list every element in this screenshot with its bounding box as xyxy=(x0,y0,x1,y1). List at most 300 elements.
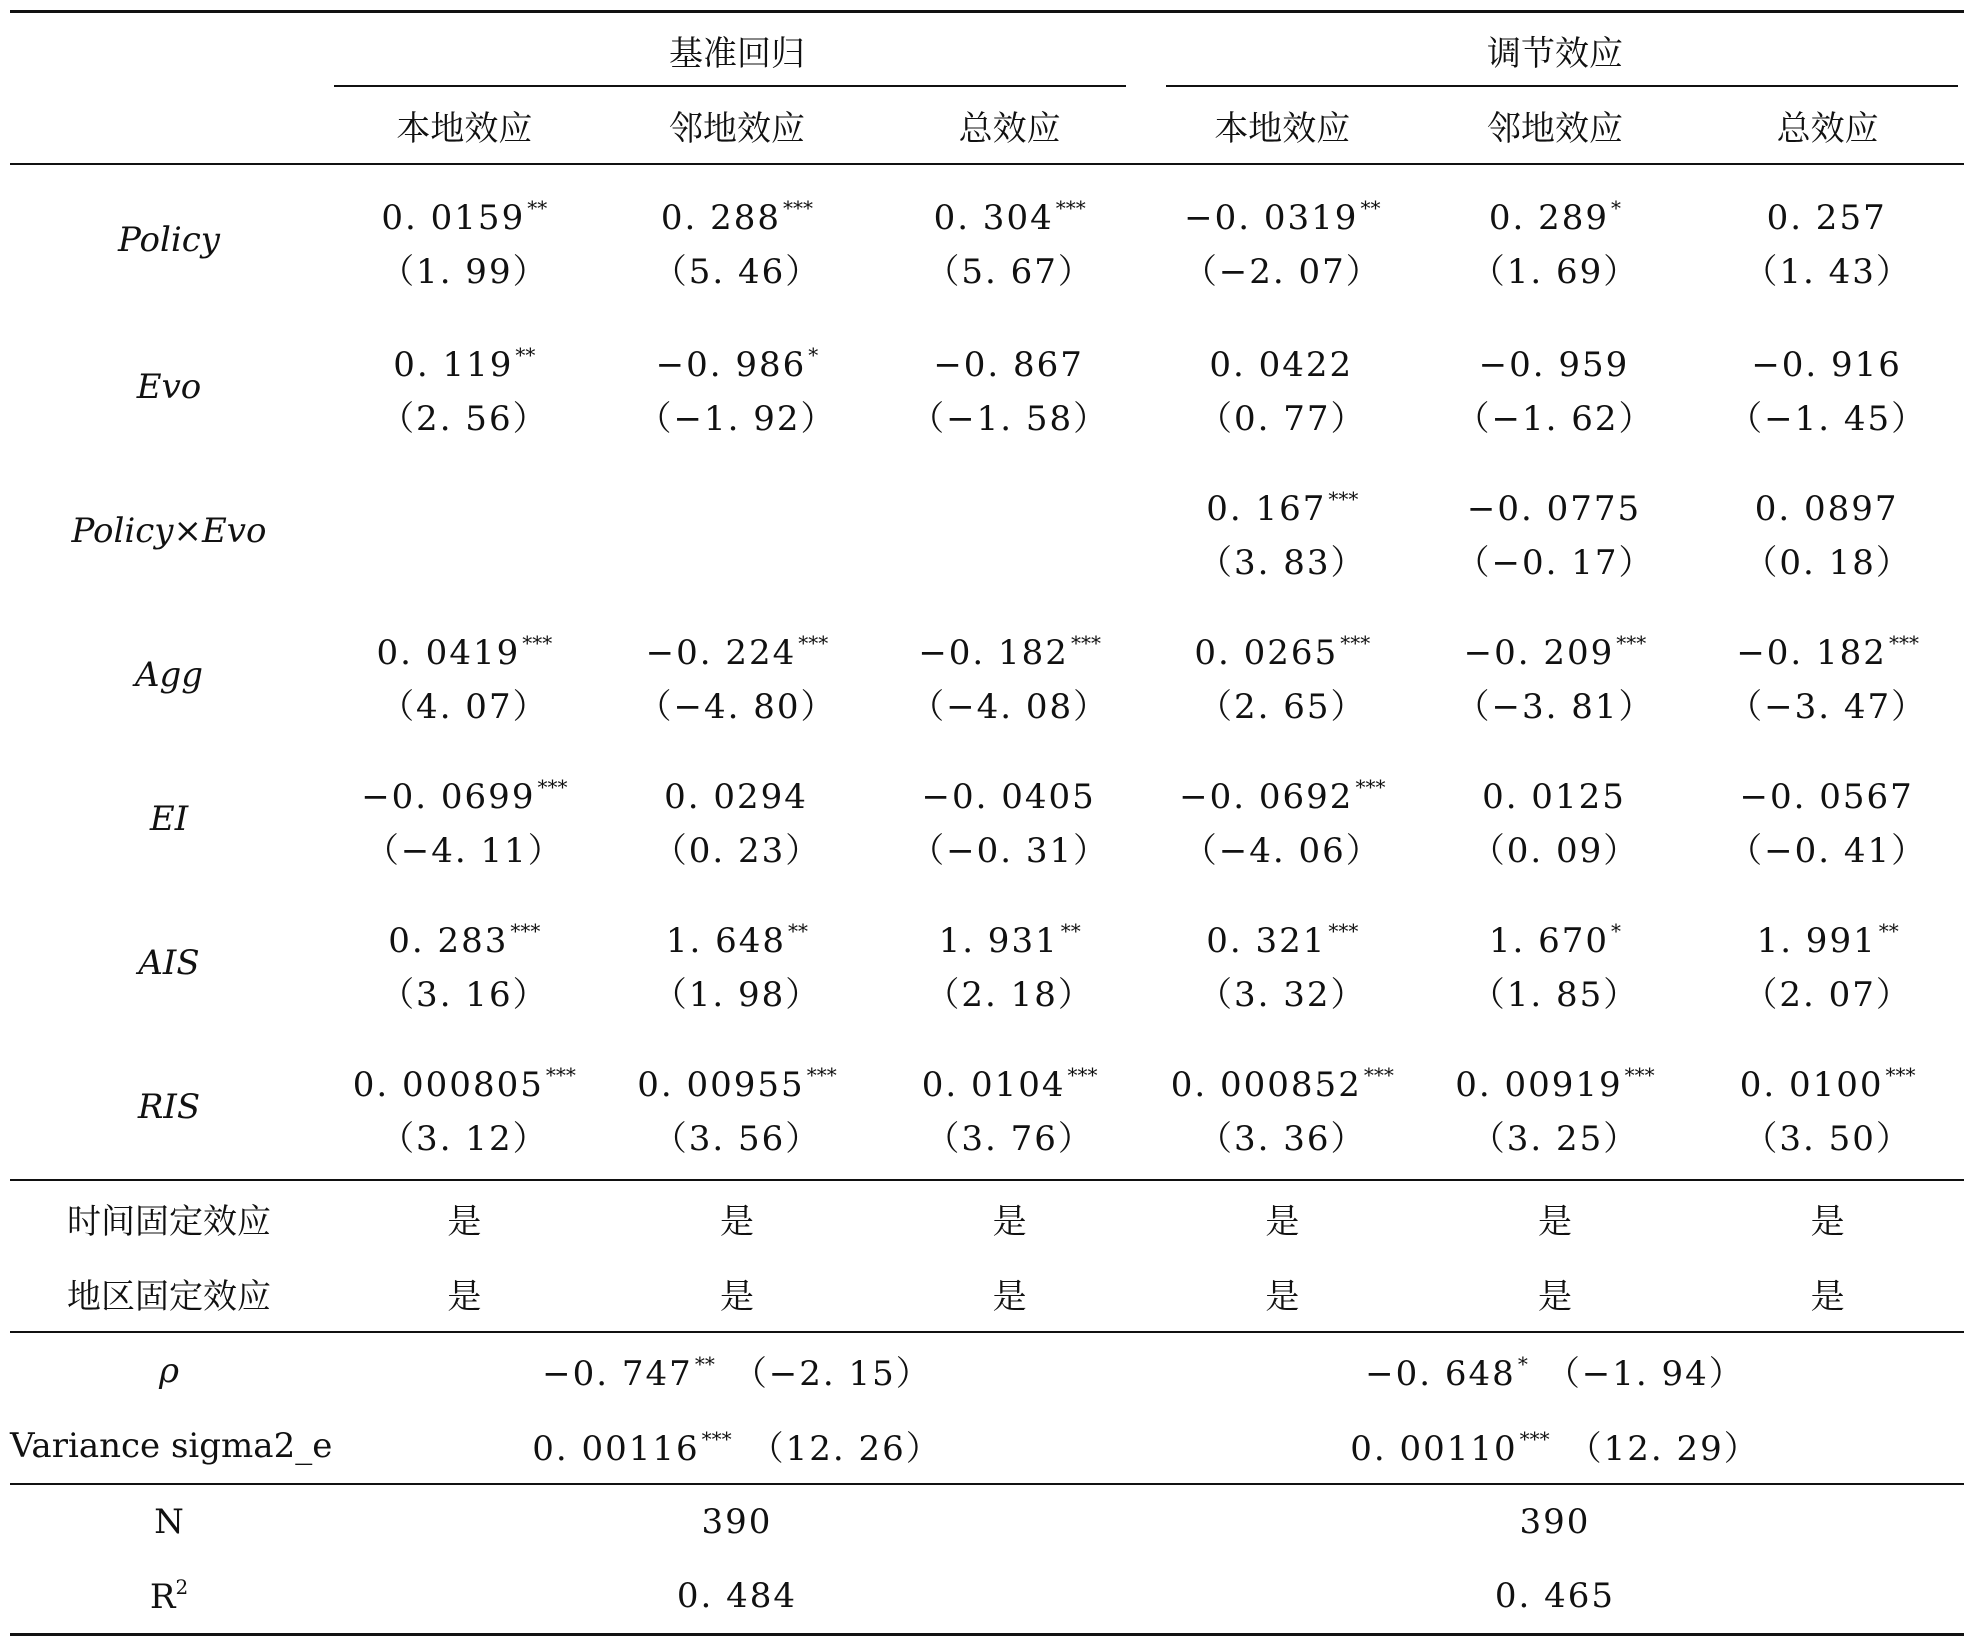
coef-cell xyxy=(1146,315,1419,459)
t-statistic: （3. 32） xyxy=(1198,975,1367,1015)
coef-cell xyxy=(1691,164,1964,315)
coefficient-line xyxy=(1183,181,1382,245)
t-statistic: （2. 65） xyxy=(1198,687,1367,727)
estimate xyxy=(1471,181,1640,299)
significance-stars: *** xyxy=(798,631,829,655)
spatial-stat-row xyxy=(10,1332,1964,1408)
coef-cell xyxy=(601,164,874,315)
coefficient-line xyxy=(1728,616,1927,680)
variable-label: Policy xyxy=(10,164,328,315)
coefficient-value: 0. 288 xyxy=(660,198,782,238)
t-statistic: （3. 16） xyxy=(380,975,549,1015)
significance-stars: ** xyxy=(1360,196,1381,220)
sub-header-cell: 邻地效应 xyxy=(1486,108,1623,149)
coefficient-value: 0. 283 xyxy=(388,921,509,961)
coef-cell xyxy=(328,315,601,459)
regression-table xyxy=(10,10,1964,1636)
estimate xyxy=(1455,328,1654,446)
coefficient-line xyxy=(637,328,836,392)
coefficient-value: −0. 209 xyxy=(1463,633,1615,673)
variable-label: Agg xyxy=(134,655,204,695)
coefficient-value: 0. 00116 xyxy=(532,1429,700,1469)
estimate xyxy=(361,760,567,878)
coefficient-value: −0. 224 xyxy=(645,633,797,673)
coefficient-value: −0. 0567 xyxy=(1739,777,1914,817)
coefficient-line xyxy=(1471,904,1640,968)
stat-moderation xyxy=(1146,1408,1964,1484)
variable-label: Evo xyxy=(136,367,202,407)
t-statistic: （−0. 41） xyxy=(1728,831,1928,871)
estimate xyxy=(637,328,836,446)
significance-stars: * xyxy=(1517,1352,1528,1376)
coef-cell xyxy=(1419,1035,1692,1180)
observations-baseline: 390 xyxy=(328,1484,1146,1559)
coef-cell xyxy=(328,459,601,603)
coefficient-value: 0. 00919 xyxy=(1455,1065,1623,1105)
coefficient-value: 0. 257 xyxy=(1766,198,1887,238)
estimate xyxy=(653,760,822,878)
variable-row xyxy=(10,459,1964,603)
coefficient-value: −0. 986 xyxy=(655,345,807,385)
coefficient-value: −0. 916 xyxy=(1751,345,1902,385)
t-statistic: （−2. 15） xyxy=(732,1354,932,1394)
estimate xyxy=(1455,472,1654,590)
coefficient-line xyxy=(1198,328,1367,392)
coefficient-line xyxy=(1009,499,1011,563)
coefficient-value: −0. 959 xyxy=(1478,345,1630,385)
estimate xyxy=(653,904,822,1022)
t-statistic: （3. 25） xyxy=(1470,1119,1640,1159)
observations-row xyxy=(10,1484,1964,1559)
significance-stars: *** xyxy=(545,1063,576,1087)
coefficient-line xyxy=(353,1048,576,1112)
variable-row xyxy=(10,603,1964,747)
coef-cell xyxy=(1146,891,1419,1035)
coefficient-value: −0. 182 xyxy=(1736,633,1887,673)
coefficient-line xyxy=(1743,472,1912,536)
r-squared-label xyxy=(10,1559,328,1635)
coef-cell xyxy=(1419,459,1692,603)
coef-cell xyxy=(328,747,601,891)
coef-cell xyxy=(601,1035,874,1180)
fixed-effect-row xyxy=(10,1180,1964,1256)
coefficient-value: 0. 000805 xyxy=(352,1065,544,1105)
coefficient-line xyxy=(376,616,552,680)
coef-cell xyxy=(601,891,874,1035)
estimate xyxy=(1455,1048,1654,1166)
coef-cell xyxy=(328,164,601,315)
estimate xyxy=(353,1048,576,1166)
estimate xyxy=(910,328,1109,446)
significance-stars: *** xyxy=(510,919,541,943)
stat-moderation xyxy=(1146,1332,1964,1408)
coefficient-value: 0. 289 xyxy=(1488,198,1610,238)
stat-label: ρ xyxy=(10,1332,328,1408)
coefficient-value: 0. 321 xyxy=(1206,921,1327,961)
estimate xyxy=(380,181,549,299)
coefficient-line xyxy=(1198,472,1367,536)
t-statistic: （0. 77） xyxy=(1198,399,1367,439)
coef-cell xyxy=(1146,164,1419,315)
coefficient-value: 0. 0100 xyxy=(1739,1065,1884,1105)
stat-estimate xyxy=(532,1429,942,1469)
estimate xyxy=(910,616,1109,734)
significance-stars: ** xyxy=(1060,919,1081,943)
stat-estimate xyxy=(1350,1429,1760,1469)
coefficient-value: −0. 0699 xyxy=(361,777,536,817)
coef-cell xyxy=(873,603,1146,747)
coefficient-line xyxy=(1194,616,1370,680)
stat-estimate xyxy=(542,1354,932,1394)
variable-row xyxy=(10,891,1964,1035)
coef-cell xyxy=(1419,891,1692,1035)
coefficient-value: −0. 648 xyxy=(1365,1354,1516,1394)
coefficient-value: 0. 0265 xyxy=(1194,633,1339,673)
coefficient-value: 0. 0159 xyxy=(381,198,526,238)
stat-estimate xyxy=(1365,1354,1745,1394)
significance-stars: *** xyxy=(1885,1063,1916,1087)
t-statistic: （12. 29） xyxy=(1567,1429,1760,1469)
group-header-moderation xyxy=(1146,12,1964,88)
coefficient-value: 1. 931 xyxy=(938,921,1059,961)
coefficient-line xyxy=(1198,904,1367,968)
coefficient-line xyxy=(910,616,1109,680)
coef-cell xyxy=(328,891,601,1035)
coef-cell xyxy=(1691,603,1964,747)
t-statistic: （1. 98） xyxy=(652,975,822,1015)
t-statistic: （0. 09） xyxy=(1470,831,1640,871)
estimate xyxy=(1471,904,1640,1022)
significance-stars: *** xyxy=(1616,631,1647,655)
coefficient-value: 0. 167 xyxy=(1206,489,1327,529)
t-statistic: （3. 36） xyxy=(1198,1119,1367,1159)
coefficient-line xyxy=(653,181,822,245)
t-statistic: （−2. 07） xyxy=(1182,252,1382,292)
coefficient-line xyxy=(380,328,549,392)
significance-stars: *** xyxy=(1624,1063,1655,1087)
fixed-effect-value: 是 xyxy=(873,1180,1146,1256)
coefficient-value: 0. 0125 xyxy=(1482,777,1626,817)
coefficient-value: 0. 000852 xyxy=(1170,1065,1362,1105)
coef-cell xyxy=(1691,459,1964,603)
significance-stars: *** xyxy=(806,1063,837,1087)
coefficient-value: −0. 747 xyxy=(542,1354,693,1394)
estimate xyxy=(1743,904,1912,1022)
variable-label: RIS xyxy=(137,1087,201,1127)
significance-stars: * xyxy=(1611,196,1622,220)
estimate xyxy=(1740,1048,1916,1166)
variable-row xyxy=(10,164,1964,315)
coef-cell xyxy=(873,315,1146,459)
t-statistic: （0. 23） xyxy=(652,831,822,871)
fixed-effect-value: 是 xyxy=(328,1180,601,1256)
fixed-effect-value: 是 xyxy=(447,1277,482,1317)
coef-cell xyxy=(873,747,1146,891)
coef-cell xyxy=(601,603,874,747)
t-statistic: （−1. 62） xyxy=(1455,399,1655,439)
fixed-effect-value: 是 xyxy=(1146,1180,1419,1256)
coefficient-value: −0. 0775 xyxy=(1466,489,1642,529)
t-statistic: （2. 18） xyxy=(925,975,1094,1015)
coefficient-line xyxy=(1740,1048,1916,1112)
coefficient-value: 0. 0294 xyxy=(664,777,808,817)
coef-cell xyxy=(1419,315,1692,459)
estimate xyxy=(736,499,738,563)
coef-cell xyxy=(1146,1035,1419,1180)
variable-row xyxy=(10,1035,1964,1180)
t-statistic: （−4. 80） xyxy=(637,687,837,727)
variable-row xyxy=(10,315,1964,459)
estimate xyxy=(1171,1048,1394,1166)
significance-stars: *** xyxy=(1519,1427,1550,1451)
observations-label: N xyxy=(10,1484,328,1559)
corner-cell xyxy=(10,87,328,164)
fixed-effect-label: 地区固定效应 xyxy=(67,1277,271,1317)
estimate xyxy=(1728,328,1927,446)
estimate xyxy=(1455,616,1654,734)
significance-stars: *** xyxy=(1888,631,1919,655)
coef-cell xyxy=(1146,603,1419,747)
t-statistic: （−1. 92） xyxy=(637,399,837,439)
coefficient-value: 0. 00110 xyxy=(1350,1429,1518,1469)
estimate xyxy=(910,760,1109,878)
t-statistic: （1. 99） xyxy=(380,252,549,292)
t-statistic: （12. 26） xyxy=(749,1429,942,1469)
coef-cell xyxy=(328,603,601,747)
t-statistic: （−1. 45） xyxy=(1728,399,1928,439)
r-squared-baseline: 0. 484 xyxy=(328,1559,1146,1635)
sub-header-cell: 本地效应 xyxy=(1214,108,1351,149)
coef-cell xyxy=(1691,891,1964,1035)
coefficient-line xyxy=(1728,760,1927,824)
significance-stars: *** xyxy=(783,196,814,220)
observations-moderation: 390 xyxy=(1146,1484,1964,1559)
estimate xyxy=(637,616,836,734)
estimate xyxy=(637,1048,836,1166)
coefficient-value: −0. 182 xyxy=(918,633,1069,673)
coefficient-line xyxy=(925,904,1094,968)
group-header-label: 调节效应 xyxy=(1486,33,1623,74)
fixed-effect-row xyxy=(10,1256,1964,1332)
coef-cell xyxy=(1146,459,1419,603)
coef-cell xyxy=(873,164,1146,315)
coefficient-line xyxy=(910,328,1109,392)
coefficient-value: 0. 0897 xyxy=(1754,489,1899,529)
significance-stars: ** xyxy=(515,343,536,367)
t-statistic: （2. 07） xyxy=(1743,975,1912,1015)
coefficient-line xyxy=(1455,328,1654,392)
coefficient-value: 0. 304 xyxy=(933,198,1054,238)
coefficient-line xyxy=(736,499,738,563)
significance-stars: *** xyxy=(537,775,568,799)
coefficient-line xyxy=(1455,472,1654,536)
coefficient-value: 1. 670 xyxy=(1488,921,1610,961)
fixed-effect-value: 是 xyxy=(1691,1180,1964,1256)
t-statistic: （−1. 94） xyxy=(1545,1354,1745,1394)
estimate xyxy=(380,904,549,1022)
group-header-baseline xyxy=(328,12,1146,88)
estimate xyxy=(1179,760,1385,878)
t-statistic: （1. 85） xyxy=(1470,975,1640,1015)
coef-cell xyxy=(328,1035,601,1180)
t-statistic: （−4. 11） xyxy=(364,831,564,871)
coef-cell xyxy=(1419,747,1692,891)
coefficient-value: −0. 867 xyxy=(933,345,1084,385)
coefficient-value: −0. 0319 xyxy=(1184,198,1359,238)
r-squared-base: R xyxy=(149,1577,176,1617)
fixed-effect-value: 是 xyxy=(1265,1277,1300,1317)
estimate xyxy=(1728,760,1927,878)
estimate xyxy=(1009,499,1011,563)
coefficient-value: −0. 0692 xyxy=(1179,777,1354,817)
coef-cell xyxy=(873,1035,1146,1180)
variable-label: EI xyxy=(149,799,189,839)
t-statistic: （−3. 81） xyxy=(1455,687,1655,727)
coefficient-line xyxy=(1728,328,1927,392)
fixed-effect-value: 是 xyxy=(719,1277,754,1317)
estimate xyxy=(1743,472,1912,590)
r-squared-row xyxy=(10,1559,1964,1635)
coefficient-line xyxy=(637,1048,836,1112)
t-statistic: （5. 67） xyxy=(925,252,1094,292)
group-header-row xyxy=(10,12,1964,88)
coefficient-line xyxy=(463,499,465,563)
coefficient-line xyxy=(1455,616,1654,680)
coef-cell xyxy=(1691,747,1964,891)
sub-header-row xyxy=(10,87,1964,164)
estimate xyxy=(1728,616,1927,734)
coefficient-line xyxy=(361,760,567,824)
coefficient-line xyxy=(1455,1048,1654,1112)
coefficient-line xyxy=(1471,181,1640,245)
coef-cell xyxy=(1419,603,1692,747)
coefficient-line xyxy=(637,616,836,680)
estimate xyxy=(376,616,552,734)
fixed-effect-value: 是 xyxy=(601,1180,874,1256)
significance-stars: *** xyxy=(1067,1063,1098,1087)
coef-cell xyxy=(1419,164,1692,315)
sub-header-cell: 总效应 xyxy=(1776,108,1879,149)
significance-stars: *** xyxy=(522,631,553,655)
coef-cell xyxy=(873,891,1146,1035)
significance-stars: * xyxy=(1611,919,1622,943)
estimate xyxy=(1198,904,1367,1022)
significance-stars: *** xyxy=(1070,631,1101,655)
coefficient-value: 0. 119 xyxy=(393,345,514,385)
t-statistic: （−4. 08） xyxy=(910,687,1110,727)
coefficient-line xyxy=(1471,760,1640,824)
sub-header-cell: 总效应 xyxy=(958,108,1061,149)
fixed-effect-label: 时间固定效应 xyxy=(10,1180,328,1256)
estimate xyxy=(1198,472,1367,590)
fixed-effect-value: 是 xyxy=(1419,1180,1692,1256)
r-squared-moderation: 0. 465 xyxy=(1146,1559,1964,1635)
significance-stars: ** xyxy=(527,196,548,220)
corner-cell xyxy=(10,12,328,88)
t-statistic: （3. 56） xyxy=(652,1119,822,1159)
variable-row xyxy=(10,747,1964,891)
estimate xyxy=(1743,181,1912,299)
significance-stars: ** xyxy=(694,1352,715,1376)
estimate xyxy=(380,328,549,446)
coefficient-line xyxy=(1743,904,1912,968)
t-statistic: （3. 50） xyxy=(1743,1119,1912,1159)
t-statistic: （3. 12） xyxy=(380,1119,549,1159)
estimate xyxy=(463,499,465,563)
t-statistic: （2. 56） xyxy=(380,399,549,439)
t-statistic: （1. 43） xyxy=(1743,252,1912,292)
coefficient-line xyxy=(380,181,549,245)
t-statistic: （0. 18） xyxy=(1743,543,1912,583)
coef-cell xyxy=(601,747,874,891)
estimate xyxy=(925,181,1094,299)
significance-stars: *** xyxy=(1340,631,1371,655)
coefficient-line xyxy=(1171,1048,1394,1112)
coefficient-line xyxy=(925,181,1094,245)
coefficient-value: 0. 0104 xyxy=(921,1065,1066,1105)
variable-label: Policy×Evo xyxy=(71,511,267,551)
t-statistic: （−0. 31） xyxy=(910,831,1110,871)
coefficient-line xyxy=(1179,760,1385,824)
coef-cell xyxy=(601,459,874,603)
coefficient-value: 0. 0419 xyxy=(376,633,521,673)
coefficient-value: 1. 648 xyxy=(665,921,787,961)
t-statistic: （3. 76） xyxy=(925,1119,1094,1159)
coefficient-line xyxy=(922,1048,1098,1112)
coefficient-value: 1. 991 xyxy=(1756,921,1877,961)
coefficient-value: −0. 0405 xyxy=(921,777,1096,817)
coefficient-value: 0. 00955 xyxy=(637,1065,805,1105)
t-statistic: （1. 69） xyxy=(1470,252,1640,292)
estimate xyxy=(653,181,822,299)
estimate xyxy=(925,904,1094,1022)
stat-baseline xyxy=(328,1332,1146,1408)
coef-cell xyxy=(873,459,1146,603)
significance-stars: *** xyxy=(1328,919,1359,943)
significance-stars: *** xyxy=(1055,196,1086,220)
significance-stars: *** xyxy=(701,1427,732,1451)
t-statistic: （−1. 58） xyxy=(910,399,1110,439)
significance-stars: *** xyxy=(1328,487,1359,511)
spatial-stat-row xyxy=(10,1408,1964,1484)
coefficient-line xyxy=(1743,181,1912,245)
significance-stars: * xyxy=(808,343,819,367)
t-statistic: （3. 83） xyxy=(1198,543,1367,583)
estimate xyxy=(1183,181,1382,299)
estimate xyxy=(1198,328,1367,446)
t-statistic: （−4. 06） xyxy=(1182,831,1382,871)
group-header-label: 基准回归 xyxy=(668,33,805,74)
coefficient-line xyxy=(910,760,1109,824)
variable-label: AIS xyxy=(138,943,200,983)
coef-cell xyxy=(1691,1035,1964,1180)
coefficient-line xyxy=(653,904,822,968)
t-statistic: （−3. 47） xyxy=(1728,687,1928,727)
t-statistic: （4. 07） xyxy=(380,687,549,727)
coef-cell xyxy=(1691,315,1964,459)
stat-baseline xyxy=(328,1408,1146,1484)
significance-stars: ** xyxy=(1878,919,1899,943)
r-squared-exponent: 2 xyxy=(175,1575,189,1599)
significance-stars: ** xyxy=(788,919,809,943)
fixed-effect-value: 是 xyxy=(1537,1277,1572,1317)
sub-header-cell: 本地效应 xyxy=(396,108,533,149)
t-statistic: （−0. 17） xyxy=(1455,543,1655,583)
estimate xyxy=(1471,760,1640,878)
coef-cell xyxy=(1146,747,1419,891)
coefficient-line xyxy=(653,760,822,824)
coef-cell xyxy=(601,315,874,459)
